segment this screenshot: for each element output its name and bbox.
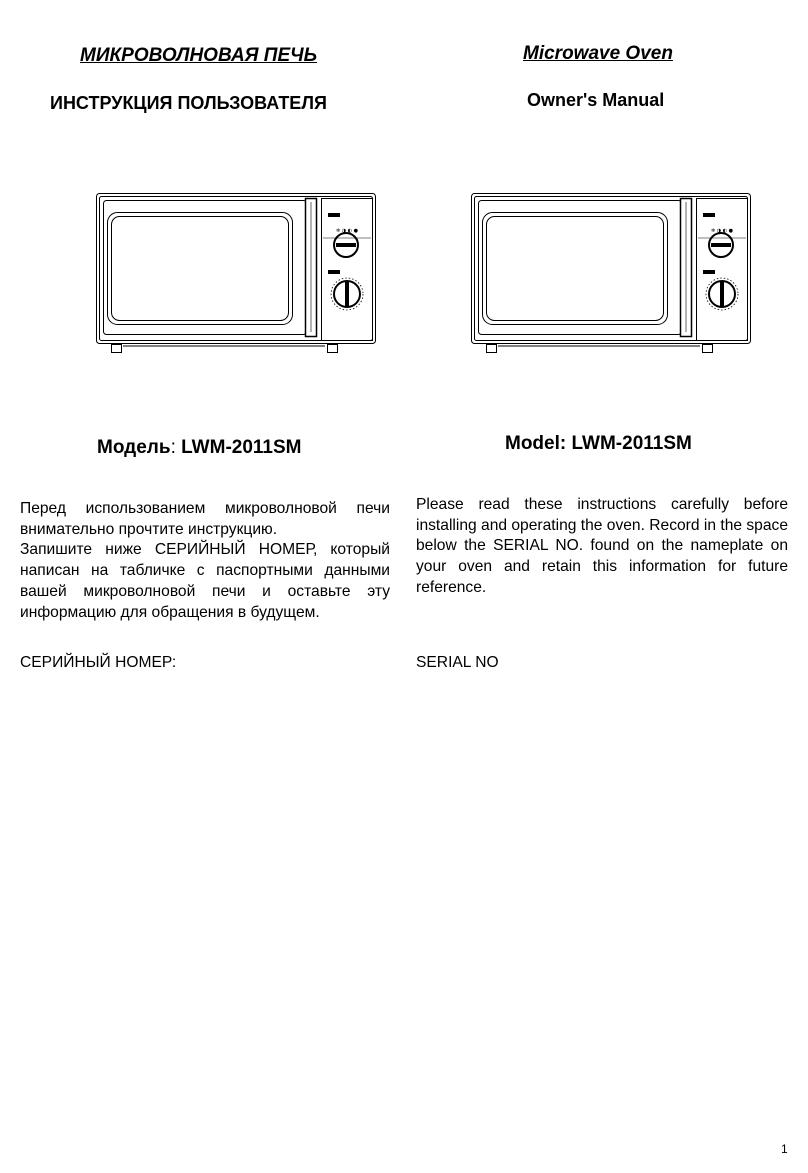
en-instructions bbox=[416, 495, 788, 599]
ru-instructions bbox=[20, 499, 390, 623]
svg-text:❄ ◑ ◐ ●: ❄ ◑ ◐ ● bbox=[336, 228, 359, 234]
en-serial-label: SERIAL NO bbox=[416, 654, 499, 671]
ru-model-line bbox=[97, 437, 302, 459]
timer-dial bbox=[703, 270, 738, 310]
ru-model-separator: : bbox=[170, 437, 176, 458]
page-number: 1 bbox=[781, 1142, 788, 1156]
ru-title: МИКРОВОЛНОВАЯ ПЕЧЬ bbox=[80, 45, 318, 66]
microwave-oven-icon bbox=[470, 190, 755, 356]
en-model-line: Model: LWM-2011SM bbox=[505, 433, 692, 454]
en-paragraph: Please read these instructions carefully before installing and operating the oven. Record in the space below the SERIAL NO. found on the nameplate on your oven and retain this information for future reference. bbox=[416, 496, 788, 596]
timer-dial bbox=[328, 270, 363, 310]
en-subtitle: Owner's Manual bbox=[527, 90, 665, 110]
ru-subtitle: ИНСТРУКЦИЯ ПОЛЬЗОВАТЕЛЯ bbox=[50, 93, 327, 113]
ru-serial-label: СЕРИЙНЫЙ НОМЕР: bbox=[20, 654, 177, 671]
en-title: Microwave Oven bbox=[523, 43, 673, 64]
ru-model-value: LWM-2011SM bbox=[181, 437, 302, 458]
ru-model-label: Модель bbox=[97, 437, 171, 458]
ru-paragraph-1: Перед использованием микроволновой печи внимательно прочтите инструкцию. bbox=[20, 500, 390, 538]
ru-paragraph-2: Запишите ниже СЕРИЙНЫЙ НОМЕР, который написан на табличке с паспортными данными вашей микроволновой печи и оставьте эту информацию для обращения в будущем. bbox=[20, 541, 390, 621]
svg-text:❄ ◑ ◐ ●: ❄ ◑ ◐ ● bbox=[711, 228, 734, 234]
power-level-dial bbox=[323, 213, 371, 257]
microwave-oven-icon bbox=[95, 190, 380, 356]
power-level-dial bbox=[698, 213, 746, 257]
